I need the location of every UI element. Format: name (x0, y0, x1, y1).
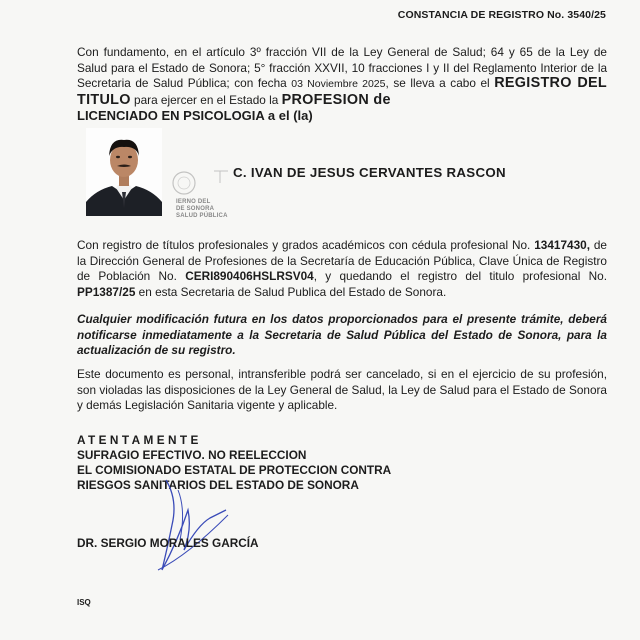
registration-text-a: Con registro de títulos profesionales y grados académicos con cédula profesional No. (77, 238, 535, 252)
registration-date: 03 Noviembre 2025 (291, 78, 386, 90)
titulo-number: PP1387/25 (77, 284, 136, 299)
curp-value: CERI890406HSLRSV04 (185, 269, 314, 283)
cedula-number: 13417430, (534, 238, 590, 252)
motto-line: SUFRAGIO EFECTIVO. NO REELECCION (77, 448, 307, 462)
personal-document-paragraph: Este documento es personal, intransferible podrá ser cancelado, si en el ejercicio de su profesión, son violadas las disposiciones de la Ley General de Salud, la Ley de Salud para el Estado de Sonora y demás Legislación Sanitaria vigente y aplicable. (77, 367, 607, 412)
profesion-label: PROFESION de (281, 91, 391, 108)
registro-titulo: REGISTRO DEL TITULO (77, 75, 608, 108)
intro-text-b: , se lleva a cabo el (385, 76, 495, 90)
atentamente-label: ATENTAMENTE (77, 433, 202, 447)
profesion-value: LICENCIADO EN PSICOLOGIA a el (la) (77, 108, 313, 123)
office-line-2: RIESGOS SANITARIOS DEL ESTADO DE SONORA (77, 478, 359, 492)
registration-text-b: de la Dirección General de Profesiones de la Secretaría de Educación Pública, Clave Única de Registro de Población No. (77, 238, 607, 283)
modification-notice: Cualquier modificación futura en los datos proporcionados para el presente trámite, deberá notificarse inmediatamente a la Secretaria de Salud Pública del Estado de Sonora, para la actualización de su registro. (77, 312, 607, 357)
holder-photo (86, 128, 162, 216)
constancia-number: CONSTANCIA DE REGISTRO No. 3540/25 (397, 9, 606, 21)
typist-initials: ISQ (77, 598, 91, 607)
seal-line-1: IERNO DEL (176, 199, 211, 205)
registration-text-c: , y quedando el registro del titulo profesional No. (313, 269, 607, 283)
seal-line-3: SALUD PÚBLICA (176, 213, 228, 219)
intro-text-a: Con fundamento, en el artículo 3º fracción VII de la Ley General de Salud; 64 y 65 de la Ley de Salud para el Estado de Sonora; 5° fracción XXVII, 10 fracciones I y II del Reglamento Interior de la Secretaria de Salud Pública; con fecha (77, 45, 607, 90)
handwritten-signature (148, 470, 248, 580)
registration-text-d: en esta Secretaria de Salud Publica del Estado de Sonora. (135, 284, 447, 299)
intro-paragraph (77, 45, 607, 125)
holder-name: C. IVAN DE JESUS CERVANTES RASCON (233, 165, 506, 180)
intro-text-c: para ejercer en el Estado la (130, 92, 282, 107)
office-line-1: EL COMISIONADO ESTATAL DE PROTECCION CONTRA (77, 463, 392, 477)
seal-line-2: DE SONORA (176, 206, 215, 212)
registration-paragraph (77, 238, 607, 300)
signer-name: DR. SERGIO MORALES GARCÍA (77, 536, 259, 550)
